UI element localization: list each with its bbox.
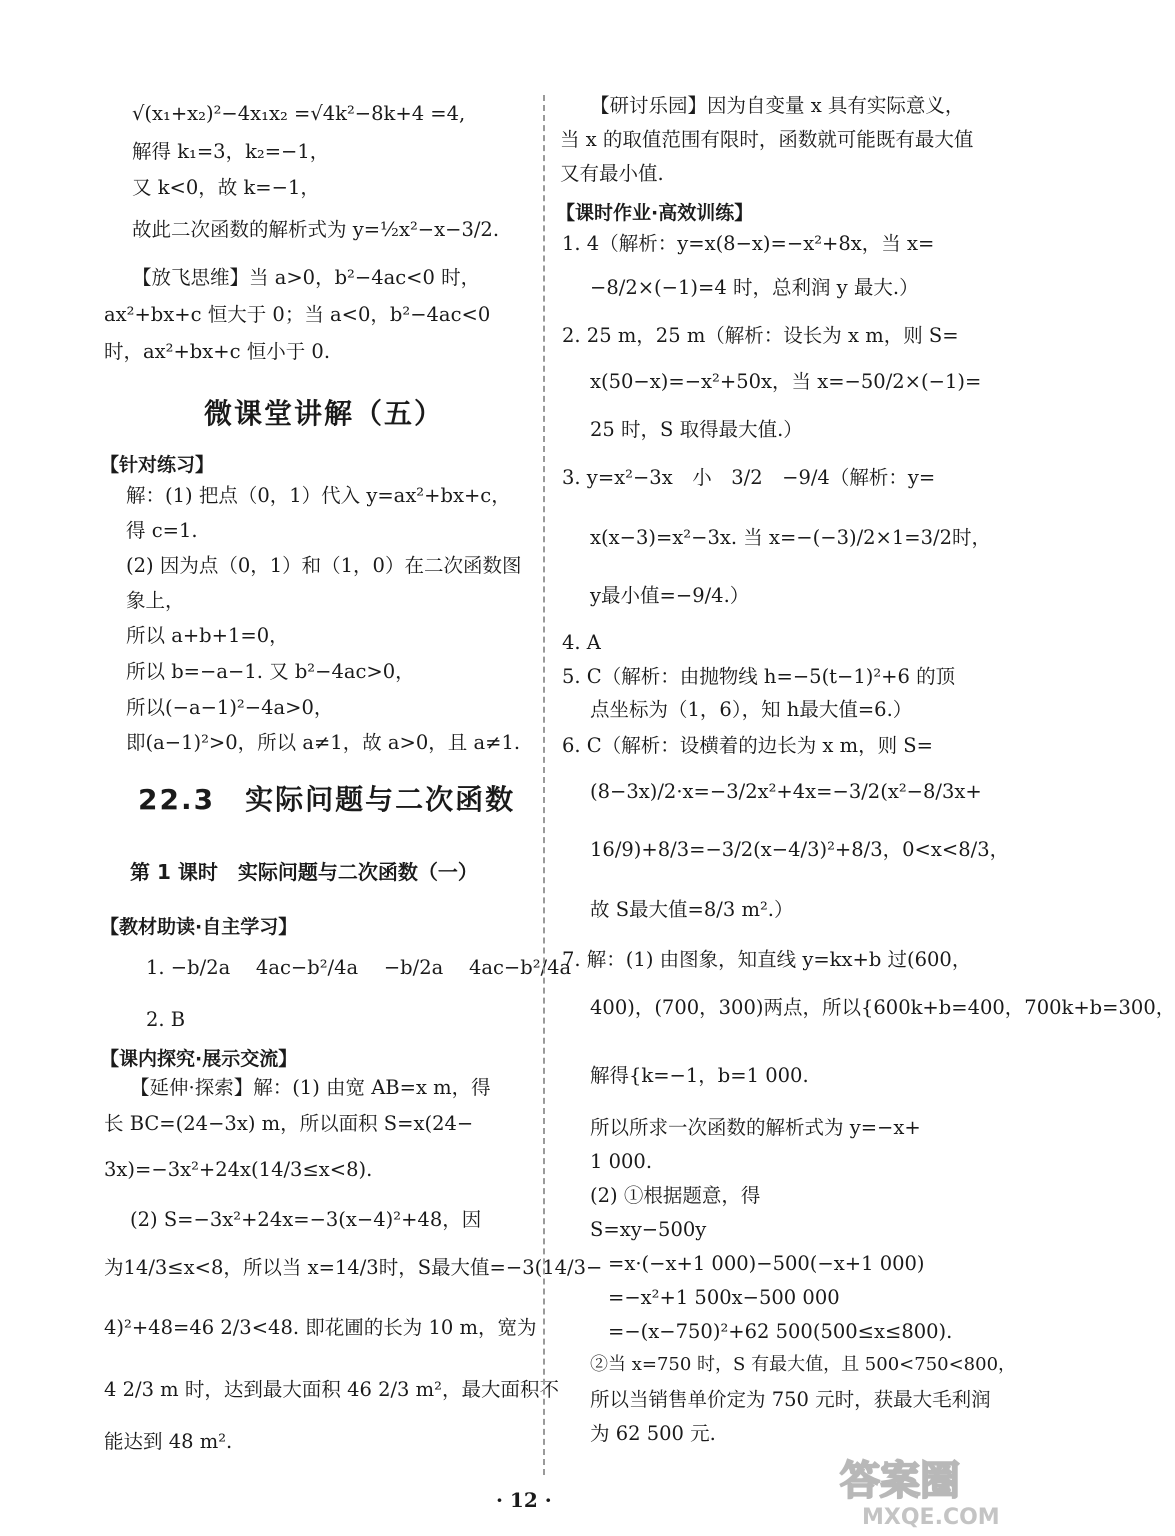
- hw-line: =x·(−x+1 000)−500(−x+1 000): [608, 1252, 925, 1275]
- hw-line: 7. 解：(1) 由图象，知直线 y=kx+b 过(600，: [562, 948, 972, 971]
- class-line: 长 BC=(24−3x) m，所以面积 S=x(24−: [104, 1112, 474, 1135]
- hw-line: (8−3x)/2·x=−3/2x²+4x=−3/2(x²−8/3x+: [590, 780, 982, 803]
- class-line: (2) S=−3x²+24x=−3(x−4)²+48，因: [130, 1208, 482, 1231]
- right-line: 当 x 的取值范围有限时，函数就可能既有最大值: [560, 128, 974, 151]
- class-line: 能达到 48 m².: [104, 1430, 233, 1453]
- textbook-line: 1. −b/2a 4ac−b²/4a −b/2a 4ac−b²/4a: [146, 956, 572, 979]
- hw-line: 400)，(700，300)两点，所以{600k+b=400，700k+b=300，: [590, 996, 1175, 1019]
- hw-line: 所以所求一次函数的解析式为 y=−x+: [590, 1116, 921, 1139]
- class-line: 【延伸·探索】解：(1) 由宽 AB=x m，得: [130, 1076, 491, 1099]
- hw-line: 2. 25 m，25 m（解析：设长为 x m，则 S=: [562, 324, 959, 347]
- hw-line: 5. C（解析：由抛物线 h=−5(t−1)²+6 的顶: [562, 665, 956, 688]
- left-line: 又 k<0，故 k=−1，: [132, 176, 320, 199]
- hw-line: 点坐标为（1，6），知 h最大值=6.）: [590, 698, 913, 721]
- left-line: 时，ax²+bx+c 恒小于 0.: [104, 340, 331, 363]
- right-line: 又有最小值.: [560, 162, 664, 185]
- practice-line: 得 c=1.: [126, 519, 198, 542]
- practice-line: 所以 a+b+1=0，: [126, 624, 289, 647]
- hw-line: 6. C（解析：设横着的边长为 x m，则 S=: [562, 734, 934, 757]
- class-line: 4)²+48=46 2/3<48. 即花圃的长为 10 m，宽为: [104, 1316, 537, 1339]
- class-line: 4 2/3 m 时，达到最大面积 46 2/3 m²，最大面积不: [104, 1378, 559, 1401]
- lesson-title: 第 1 课时 实际问题与二次函数（一）: [130, 860, 478, 884]
- tag-homework: 【课时作业·高效训练】: [556, 202, 754, 224]
- hw-line: ②当 x=750 时，S 有最大值，且 500<750<800，: [590, 1354, 1017, 1375]
- left-line: 故此二次函数的解析式为 y=½x²−x−3/2.: [132, 218, 500, 241]
- hw-line: 16/9)+8/3=−3/2(x−4/3)²+8/3，0<x<8/3，: [590, 838, 1010, 861]
- chapter-title: 22.3 实际问题与二次函数: [138, 783, 516, 816]
- hw-line: 故 S最大值=8/3 m².）: [590, 898, 794, 921]
- svg-text:MXQE.COM: MXQE.COM: [862, 1505, 1000, 1530]
- column-divider: [543, 95, 545, 1475]
- hw-line: 1 000.: [590, 1150, 653, 1173]
- practice-line: 所以 b=−a−1. 又 b²−4ac>0，: [126, 660, 415, 683]
- hw-line: 为 62 500 元.: [590, 1422, 716, 1445]
- class-line: 为14/3≤x<8，所以当 x=14/3时，S最大值=−3(14/3−: [104, 1256, 603, 1279]
- hw-line: =−x²+1 500x−500 000: [608, 1286, 840, 1309]
- left-line: 【放飞思维】当 a>0，b²−4ac<0 时，: [132, 266, 481, 289]
- hw-line: x(50−x)=−x²+50x，当 x=−50/2×(−1)=: [590, 370, 982, 393]
- hw-line: 1. 4（解析：y=x(8−x)=−x²+8x，当 x=: [562, 232, 935, 255]
- hw-line: =−(x−750)²+62 500(500≤x≤800).: [608, 1320, 953, 1343]
- hw-line: x(x−3)=x²−3x. 当 x=−(−3)/2×1=3/2时，: [590, 526, 992, 549]
- hw-line: 所以当销售单价定为 750 元时，获最大毛利润: [590, 1388, 991, 1411]
- practice-line: 象上，: [126, 589, 185, 612]
- section-title: 微课堂讲解（五）: [204, 397, 445, 430]
- hw-line: S=xy−500y: [590, 1218, 707, 1241]
- watermark-logo: [832, 1450, 1022, 1530]
- hw-line: y最小值=−9/4.）: [590, 584, 750, 607]
- left-line: ax²+bx+c 恒大于 0；当 a<0，b²−4ac<0: [104, 303, 491, 326]
- practice-line: 即(a−1)²>0，所以 a≠1，故 a>0，且 a≠1.: [126, 731, 521, 754]
- left-line: 解得 k₁=3，k₂=−1，: [132, 140, 330, 163]
- practice-line: (2) 因为点（0，1）和（1，0）在二次函数图: [126, 554, 522, 577]
- textbook-line: 2. B: [146, 1008, 186, 1031]
- hw-line: (2) ①根据题意，得: [590, 1184, 761, 1207]
- hw-line: 25 时，S 取得最大值.）: [590, 418, 803, 441]
- hw-line: −8/2×(−1)=4 时，总利润 y 最大.）: [590, 276, 919, 299]
- hw-line: 3. y=x²−3x 小 3/2 −9/4（解析：y=: [562, 466, 936, 489]
- right-line: 【研讨乐园】因为自变量 x 具有实际意义，: [590, 94, 965, 117]
- page-number: · 12 ·: [496, 1488, 552, 1512]
- tag-textbook: 【教材助读·自主学习】: [100, 916, 298, 938]
- hw-line: 解得{k=−1，b=1 000.: [590, 1064, 809, 1087]
- practice-tag: 【针对练习】: [100, 454, 215, 476]
- practice-line: 解：(1) 把点（0，1）代入 y=ax²+bx+c，: [126, 484, 511, 507]
- left-line: √(x₁+x₂)²−4x₁x₂ =√4k²−8k+4 =4,: [132, 102, 466, 125]
- svg-text:答案圈: 答案圈: [840, 1458, 960, 1504]
- hw-line: 4. A: [562, 631, 601, 654]
- tag-class: 【课内探究·展示交流】: [100, 1048, 298, 1070]
- class-line: 3x)=−3x²+24x(14/3≤x<8).: [104, 1158, 373, 1181]
- practice-line: 所以(−a−1)²−4a>0，: [126, 696, 334, 719]
